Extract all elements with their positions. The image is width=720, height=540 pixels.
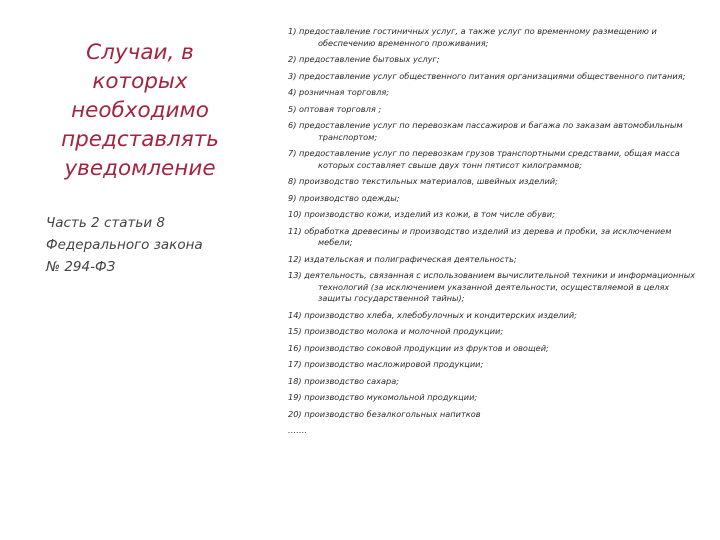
slide-title: Случаи, в которых необходимо представлять уведомление bbox=[61, 40, 219, 181]
list-item: ……. bbox=[288, 425, 307, 436]
list-item: 7) предоставление услуг по перевозкам грузов транспортными средствами, общая масса которых составляет свыше двух тонн пятисот килограммов; bbox=[288, 148, 680, 170]
list-item: 20) производство безалкогольных напитков bbox=[288, 408, 481, 419]
list-item: 8) производство текстильных материалов, швейных изделий; bbox=[288, 176, 558, 187]
list-item: 1) предоставление гостиничных услуг, а также услуг по временному размещению и обеспечению временного проживания; bbox=[288, 26, 657, 48]
list-item: 18) производство сахара; bbox=[288, 375, 400, 386]
list-item: 2) предоставление бытовых услуг; bbox=[288, 54, 440, 65]
list-item: 3) предоставление услуг общественного питания организациями общественного питания; bbox=[288, 70, 686, 81]
list-item: 10) производство кожи, изделий из кожи, в том числе обуви; bbox=[288, 209, 555, 220]
law-reference-line: № 294-ФЗ bbox=[46, 259, 116, 275]
list-item: 15) производство молока и молочной продукции; bbox=[288, 326, 504, 337]
law-reference-line: Федерального закона bbox=[46, 237, 203, 253]
list-item: 6) предоставление услуг по перевозкам пассажиров и багажа по заказам автомобильным транспортом; bbox=[288, 120, 683, 142]
activity-list bbox=[288, 26, 698, 442]
list-item: 17) производство масложировой продукции; bbox=[288, 359, 484, 370]
list-item: 13) деятельность, связанная с использованием вычислительной техники и информационных технологий (за исключением указанной деятельности, осуществляемой в целях защиты государственной тайны); bbox=[288, 270, 696, 304]
list-item: 11) обработка древесины и производство изделий из дерева и пробки, за исключением мебели; bbox=[288, 225, 672, 248]
list-item: 19) производство мукомольной продукции; bbox=[288, 392, 478, 403]
law-reference-line: Часть 2 статьи 8 bbox=[46, 215, 165, 231]
list-item: 5) оптовая торговля ; bbox=[288, 103, 382, 114]
list-item: 12) издательская и полиграфическая деятельность; bbox=[288, 253, 517, 264]
list-item: 9) производство одежды; bbox=[288, 192, 400, 203]
list-item: 14) производство хлеба, хлебобулочных и кондитерских изделий; bbox=[288, 309, 577, 320]
law-reference bbox=[46, 212, 256, 278]
list-item: 16) производство соковой продукции из фруктов и овощей; bbox=[288, 342, 549, 353]
list-item: 4) розничная торговля; bbox=[288, 87, 390, 98]
